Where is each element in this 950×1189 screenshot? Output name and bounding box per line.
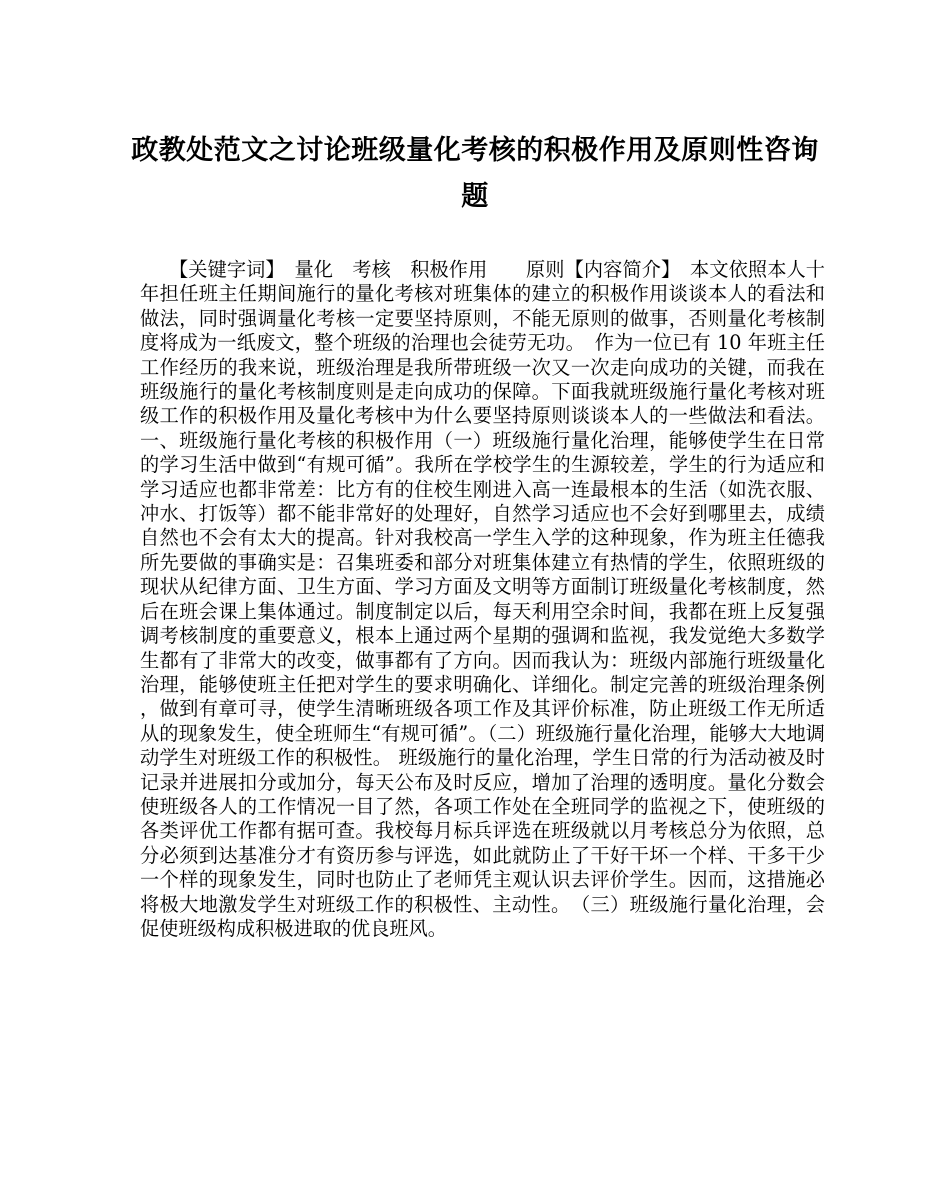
document-title: 政教处范文之讨论班级量化考核的积极作用及原则性咨询题 [131,135,819,212]
document-body: 【关键字词】 量化 考核 积极作用 原则【内容简介】 本文依照本人十年担任班主任期间施行的量化考核对班集体的建立的积极作用谈谈本人的看法和做法，同时强调量化考核一定要坚持原则，不能无原则的做事，否则量化考核制度将成为一纸废文，整个班级的治理也会徒劳无功。 作为一位已有 10 年班主任工作经历的我来说，班级治理是我所带班级一次又一次走向成功的关键，而我在班级施行的量化考核制度则是走向成功的保障。下面我就班级施行量化考核对班级工作的积极作用及量化考核中为什么要坚持原则谈谈本人的一些做法和看法。一、班级施行量化考核的积极作用（一）班级施行量化治理，能够使学生在日常的学习生活中做到“有规可循”。我所在学校学生的生源较差，学生的行为适应和学习适应也都非常差：比方有的住校生刚进入高一连最根本的生活（如洗衣服、冲水、打饭等）都不能非常好的处理好，自然学习适应也不会好到哪里去，成绩自然也不会有太大的提高。针对我校高一学生入学的这种现象，作为班主任德我所先要做的事确实是：召集班委和部分对班集体建立有热情的学生，依照班级的现状从纪律方面、卫生方面、学习方面及文明等方面制订班级量化考核制度，然后在班会课上集体通过。制度制定以后，每天利用空余时间，我都在班上反复强调考核制度的重要意义，根本上通过两个星期的强调和监视，我发觉绝大多数学生都有了非常大的改变，做事都有了方向。因而我认为：班级内部施行班级量化治理，能够使班主任把对学生的要求明确化、详细化。制定完善的班级治理条例，做到有章可寻，使学生清晰班级各项工作及其评价标准，防止班级工作无所适从的现象发生，使全班师生“有规可循”。（二）班级施行量化治理，能够大大地调动学生对班级工作的积极性。 班级施行的量化治理，学生日常的行为活动被及时记录并进展扣分或加分，每天公布及时反应，增加了治理的透明度。量化分数会使班级各人的工作情况一目了然，各项工作处在全班同学的监视之下，使班级的各类评优工作都有据可查。我校每月标兵评选在班级就以月考核总分为依照，总分必须到达基准分才有资历参与评选，如此就防止了干好干坏一个样、干多干少一个样的现象发生，同时也防止了老师凭主观认识去评价学生。因而，这措施必将极大地激发学生对班级工作的积极性、主动性。 （三）班级施行量化治理，会促使班级构成积极进取的优良班风。 [140,258,825,940]
